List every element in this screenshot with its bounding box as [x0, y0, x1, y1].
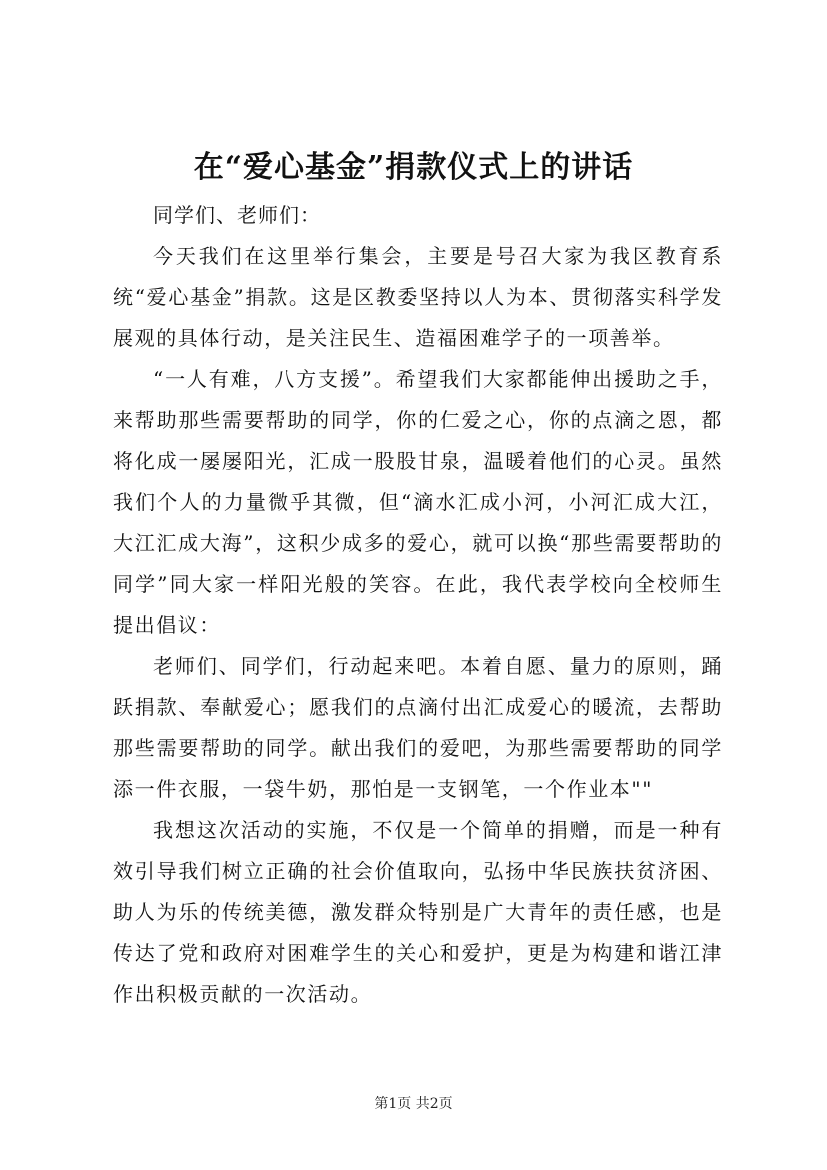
greeting-line: 同学们、老师们：	[153, 203, 321, 227]
paragraph-2: “一人有难，八方支援”。希望我们大家都能伸出援助之手，来帮助那些需要帮助的同学，你的仁爱之心，你的点滴之恩，都将化成一屡屡阳光，汇成一股股甘泉，温暖着他们的心灵。虽然我们个人的力量微乎其微，但“滴水汇成小河，小河汇成大江，大江汇成大海”，这积少成多的爱心，就可以换“那些需要帮助的同学”同大家一样阳光般的笑容。在此，我代表学校向全校师生提出倡议：	[113, 367, 723, 637]
document-title: 在“爱心基金”捐款仪式上的讲话	[193, 150, 634, 185]
paragraph-3: 老师们、同学们，行动起来吧。本着自愿、量力的原则，踊跃捐款、奉献爱心；愿我们的点滴付出汇成爱心的暖流，去帮助那些需要帮助的同学。献出我们的爱吧，为那些需要帮助的同学添一件衣服，一袋牛奶，那怕是一支钢笔，一个作业本""	[113, 654, 723, 801]
document-body	[113, 198, 723, 1015]
page-footer	[0, 1094, 827, 1114]
paragraph-4: 我想这次活动的实施，不仅是一个简单的捐赠，而是一种有效引导我们树立正确的社会价值取向，弘扬中华民族扶贫济困、助人为乐的传统美德，激发群众特别是广大青年的责任感，也是传达了党和政府对困难学生的关心和爱护，更是为构建和谐江津作出积极贡献的一次活动。	[113, 818, 723, 1006]
page-number-label: 第1页 共2页	[374, 1096, 453, 1112]
paragraph-1: 今天我们在这里举行集会，主要是号召大家为我区教育系统“爱心基金”捐款。这是区教委坚持以人为本、贯彻落实科学发展观的具体行动，是关注民生、造福困难学子的一项善举。	[113, 244, 723, 350]
